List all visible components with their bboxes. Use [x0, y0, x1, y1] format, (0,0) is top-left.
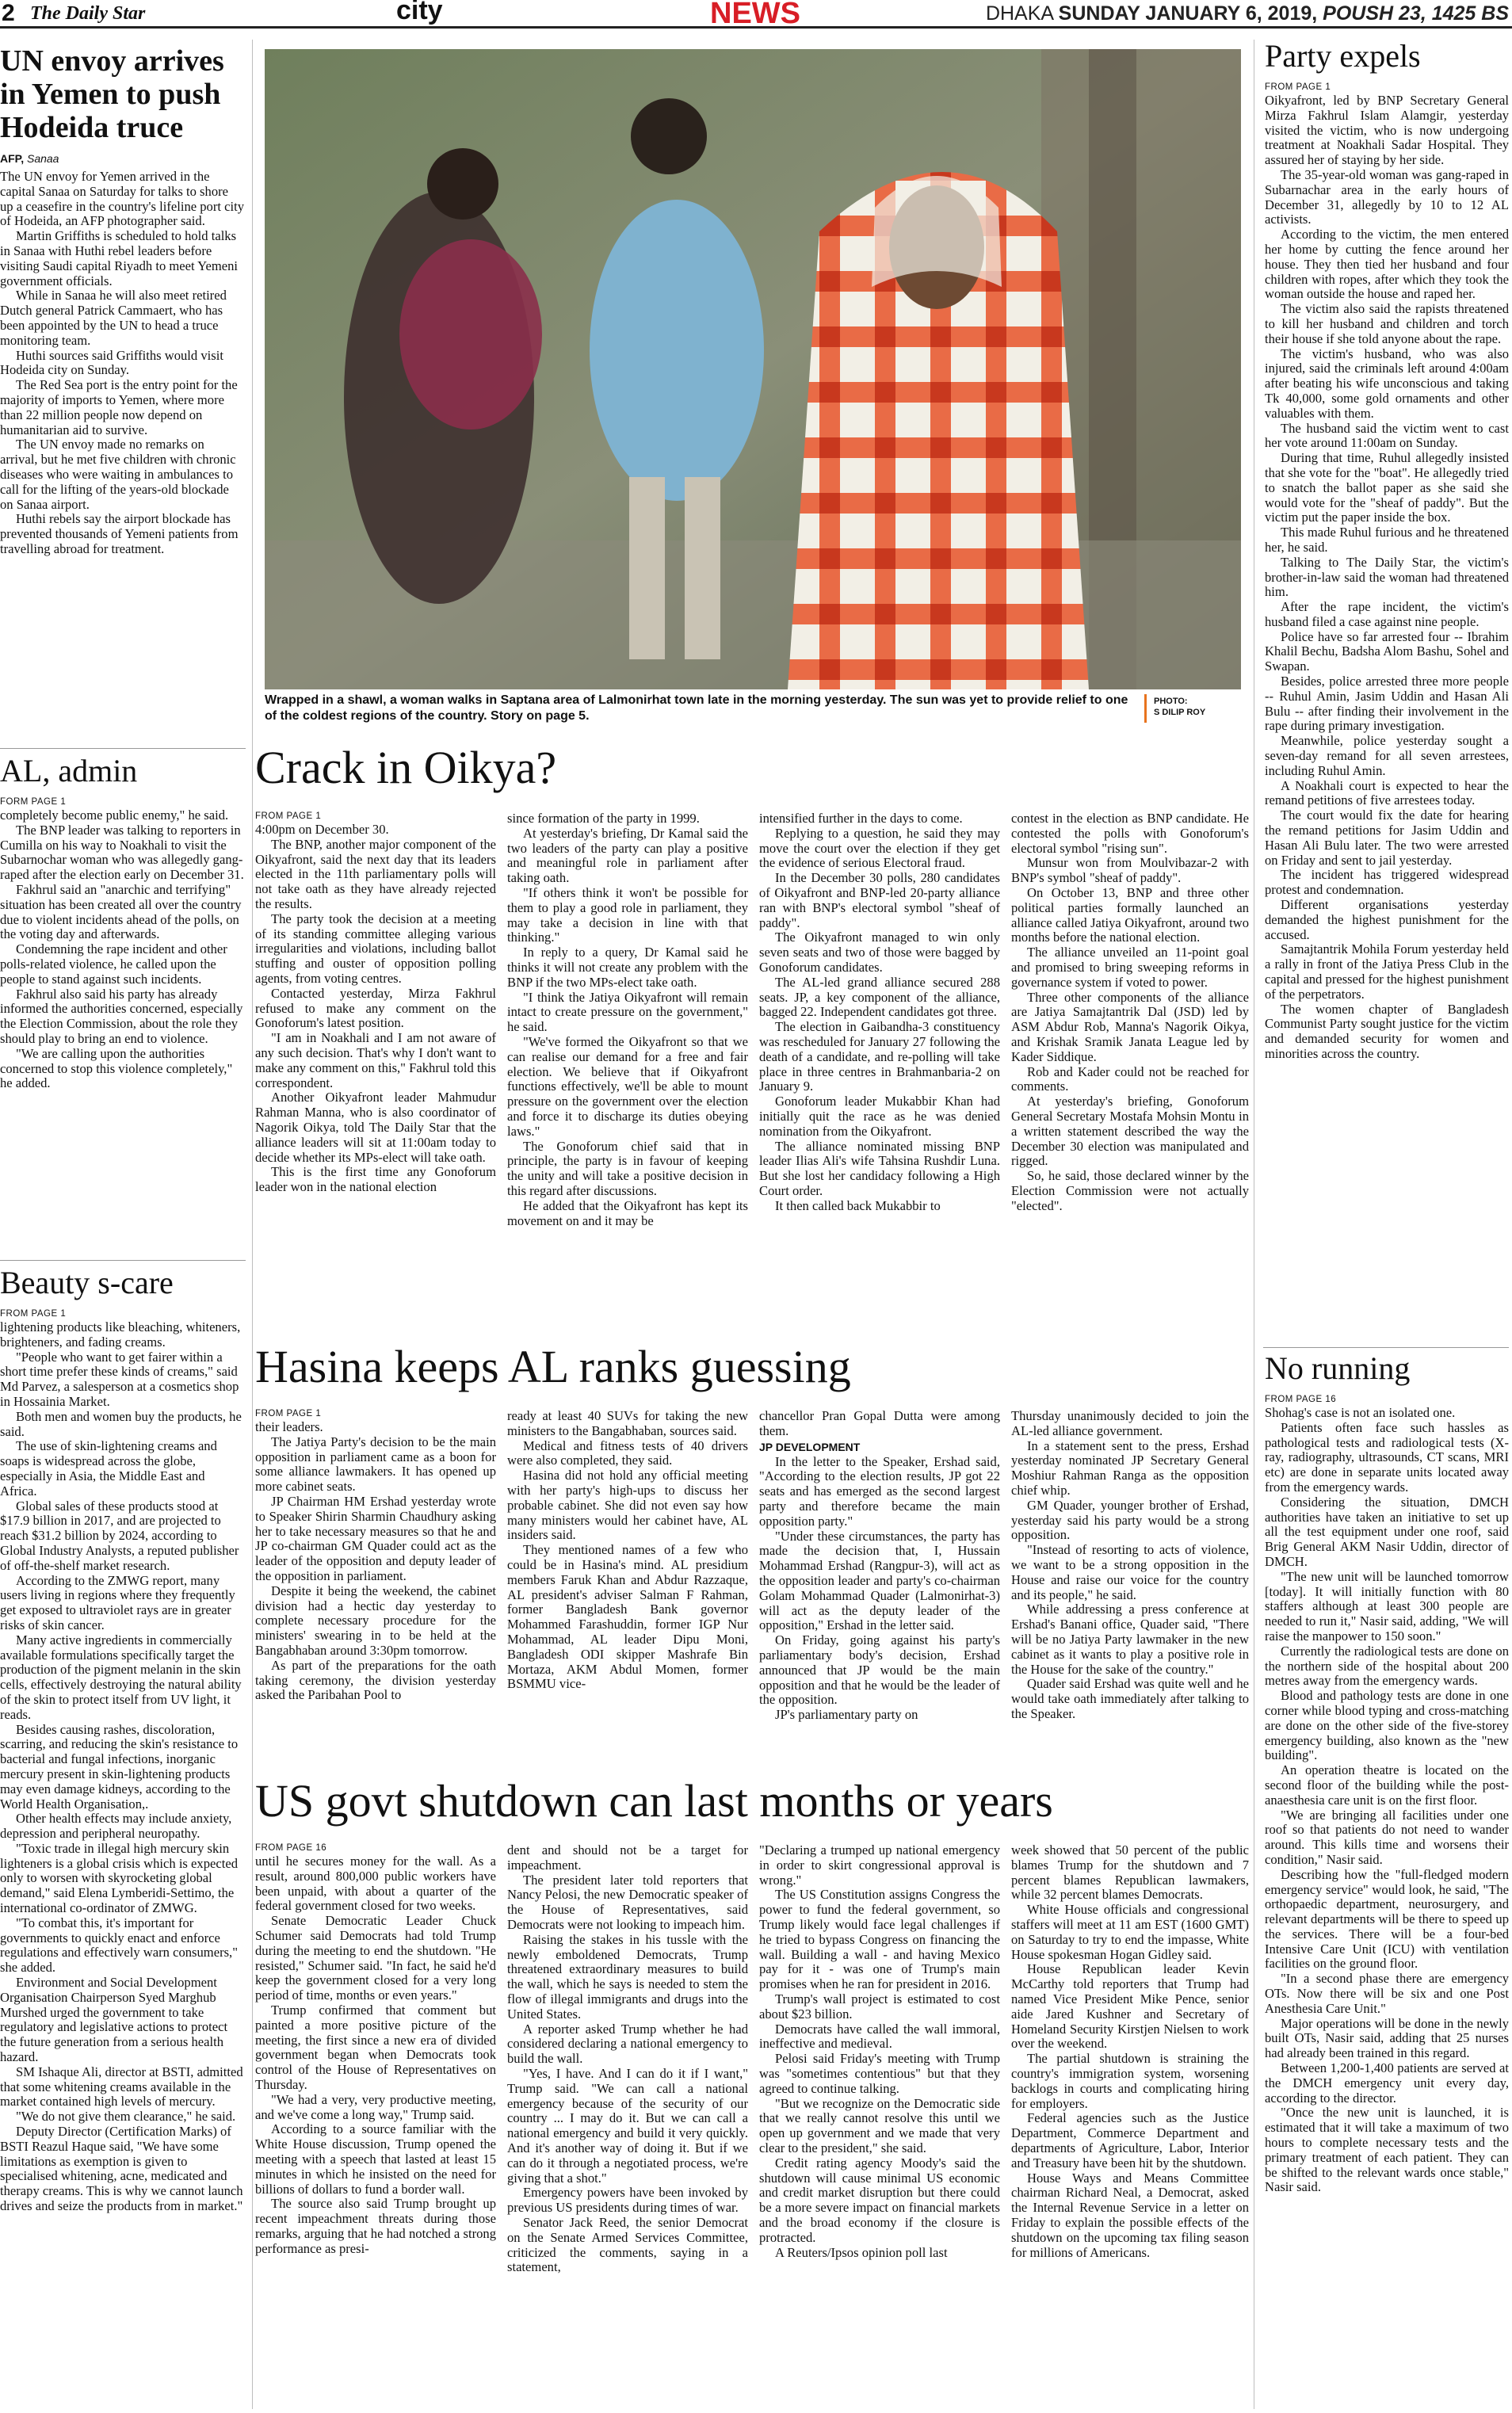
paragraph: Besides causing rashes, discoloration, scarring, and reducing the skin's resistance to bacterial and fungal infections, inorganic mercury present in skin-lightening products may even damage kidneys, according to the World Health Organisation,. [0, 1721, 239, 1812]
paragraph: Global sales of these products stood at $17.9 billion in 2017, and are projected to reach $31.2 billion by 2024, according to Global Industry Analysts, a reputed publisher of off-the-shelf market research. [0, 1498, 239, 1573]
hasina-headline[interactable]: Hasina keeps AL ranks guessing [255, 1341, 851, 1392]
paragraph: Gonoforum leader Mukabbir Khan had initially quit the race as he was denied nomination from the Oikyafront. [759, 1094, 1000, 1139]
paragraph: An operation theatre is located on the second floor of the building while the post-anaesthesia care unit is on the first floor. [1265, 1762, 1509, 1808]
paragraph: The BNP leader was talking to reporters in Cumilla on his way to Noakhali to visit the Subarnochar woman who was allegedly gang-raped after the election early on December 31. [0, 822, 244, 883]
paragraph: "To combat this, it's important for governments to quickly enact and enforce regulations and effectively warn consumers," she added. [0, 1915, 238, 1976]
no-running-headline[interactable]: No running [1265, 1350, 1411, 1386]
article-party-expels [1265, 38, 1509, 1341]
paragraph: dent and should not be a target for impeachment. [507, 1843, 748, 1873]
paragraph: "People who want to get fairer within a short time prefer these kinds of creams," said Md Parvez, a salesperson at a cosmetics shop in Hossainia Market. [0, 1349, 239, 1409]
paragraph: While addressing a press conference at Ershad's Banani office, Quader said, "There will be no Jatiya Party lawmaker in the new cabinet as it wants to play a positive role in the House for the sake of the country." [1011, 1602, 1249, 1677]
paragraph: intensified further in the days to come. [759, 811, 963, 826]
paragraph: Raising the stakes in his tussle with the newly emboldened Democrats, Trump threatened extraordinary measures to build the wall, which he says is needed to stem the flow of illegal immigrants and drugs into the United States. [507, 1931, 748, 2022]
paragraph: In the December 30 polls, 280 candidates of Oikyafront and BNP-led 20-party alliance ran with BNP's electoral symbol "sheaf of paddy". [759, 870, 1000, 930]
photo-caption [265, 693, 1241, 727]
paragraph: Both men and women buy the products, he said. [0, 1408, 242, 1439]
paragraph: The election in Gaibandha-3 constituency was rescheduled for January 27 following the death of a candidate, and re-polling will take place in three centres in Brahmanbaria-2 on January 9. [759, 1019, 1000, 1094]
jump-label: FORM PAGE 1 [0, 797, 67, 807]
un-envoy-byline [0, 152, 244, 165]
paragraph: Contacted yesterday, Mirza Fakhrul refused to make any comment on the Gonoforum's latest position. [255, 985, 496, 1031]
jump-label: FROM PAGE 1 [0, 1309, 67, 1319]
paragraph: Patients often face such hassles as pathological tests and radiological tests (X-ray, radiography, ultrasounds, CT scans, MRI etc) are done in separate units located away from the emergency wards. [1265, 1419, 1509, 1495]
hasina-col-1 [255, 1409, 496, 1773]
paragraph: After the rape incident, the victim's husband filed a case against nine people. [1265, 599, 1509, 629]
paragraph: As part of the preparations for the oath taking ceremony, the division yesterday asked the Paribahan Pool to [255, 1657, 496, 1703]
paragraph: Trump's wall project is estimated to cost about $23 billion. [759, 1991, 1000, 2022]
us-shutdown-col-3 [759, 1843, 1000, 2409]
paragraph: Quader said Ershad was quite well and he would take oath immediately after talking to the Speaker. [1011, 1676, 1249, 1721]
paragraph: "Yes, I have. And I can do it if I want," Trump said. "We can call a national emergency because of the security of our country ... I may do it. But we can call a national emergency and build it very quickly. And it's another way of doing it. But if we can do it through a negotiated process, we're giving that a shot." [507, 2065, 748, 2186]
paragraph: "In a second phase there are emergency OTs. Now there will be six and one Post Anesthesia Care Unit." [1265, 1971, 1509, 2016]
photo-credit [1154, 696, 1205, 718]
section-rule [1263, 1347, 1509, 1348]
paragraph: Pelosi said Friday's meeting with Trump was "sometimes contentious" but that they agreed to continue talking. [759, 2051, 1000, 2096]
paragraph: GM Quader, younger brother of Ershad, yesterday said his party would be a strong opposition. [1011, 1497, 1249, 1543]
jump-label: FROM PAGE 1 [1265, 82, 1331, 92]
paragraph: The Oikyafront managed to win only seven seats and two of those were bagged by Gonoforum candidates. [759, 930, 1000, 975]
paragraph: The AL-led grand alliance secured 288 seats. JP, a key component of the alliance, bagged 22. Independent candidates got three. [759, 974, 1000, 1020]
jump-label: FROM PAGE 16 [1265, 1395, 1337, 1404]
paragraph: Thursday unanimously decided to join the AL-led alliance government. [1011, 1409, 1249, 1438]
paragraph: According to the ZMWG report, many users living in regions where they frequently get exposed to ultraviolet rays are in greater risks of skin cancer. [0, 1572, 235, 1632]
section-rule [0, 1260, 246, 1261]
paragraph: House Republican leader Kevin McCarthy told reporters that Trump had named Vice President Mike Pence, senior aide Jared Kushner and Secretary of Homeland Security Kirstjen Nielsen to work over the weekend. [1011, 1961, 1249, 2052]
paragraph: Describing how the "full-fledged modern emergency service" would look, he said, "The orthopaedic department, neurosurgery, and relevant departments will be there to speed up the services. There will be a four-bed Intensive Care Unit (ICU) with ventilation facilities on the ground floor. [1265, 1866, 1509, 1972]
paragraph: Deputy Director (Certification Marks) of BSTI Reazul Haque said, "We have some limitations as exemption is given to specialised whitening, acne, medicated and therapy creams. This is why we cannot launch drives and seize the products from in market." [0, 2124, 243, 2214]
byline-place: Sanaa [26, 152, 59, 165]
us-shutdown-headline[interactable]: US govt shutdown can last months or years [255, 1775, 1053, 1827]
paragraph: Emergency powers have been invoked by previous US presidents during times of war. [507, 2185, 748, 2216]
paragraph: "Declaring a trumped up national emergency in order to skirt congressional approval is wrong." [759, 1843, 1000, 1888]
caption-text: Wrapped in a shawl, a woman walks in Saptana area of Lalmonirhat town late in the morning yesterday. The sun was yet to provide relief to one of the coldest regions of the country. Story on page 5. [265, 693, 1128, 723]
paragraph: Federal agencies such as the Justice Department, Commerce Department and departments of Agriculture, Labor, Interior and Treasury have been hit by the shutdown. [1011, 2110, 1249, 2171]
article-un-envoy [0, 44, 244, 742]
paragraph: So, he said, those declared winner by the Election Commission were not actually "elected". [1011, 1168, 1249, 1213]
paragraph: Fakhrul said an "anarchic and terrifying" situation has been created all over the country due to violent incidents ahead of the polls, on the voting day and afterwards. [0, 881, 242, 942]
paragraph: The Gonoforum chief said that in principle, the party is in favour of keeping the unity and will take a positive decision in this regard after discussions. [507, 1138, 748, 1198]
paragraph: The BNP, another major component of the Oikyafront, said the next day that its leaders elected in the 11th parliamentary polls will not take oath as they have already rejected the results. [255, 836, 496, 911]
section-label-news: NEWS [710, 0, 800, 30]
paragraph: He added that the Oikyafront has kept its movement on and it may be [507, 1197, 748, 1228]
paragraph: In a statement sent to the press, Ershad yesterday nominated JP Secretary General Moshiur Rahman Ranga as the opposition chief whip. [1011, 1437, 1249, 1498]
us-shutdown-col-4 [1011, 1843, 1249, 2409]
us-shutdown-col-1 [255, 1843, 496, 2409]
column-rule [252, 40, 253, 2409]
paragraph: completely become public enemy," he said. [0, 808, 229, 823]
paragraph: While in Sanaa he will also meet retired Dutch general Patrick Cammaert, who has been appointed by the UN to head a truce monitoring team. [0, 288, 227, 348]
credit-name: S DILIP ROY [1154, 708, 1206, 717]
page-number: 2 [2, 0, 15, 26]
beauty-headline[interactable]: Beauty s-care [0, 1265, 174, 1300]
paragraph: Oikyafront, led by BNP Secretary General Mirza Fakhrul Islam Alamgir, yesterday visited the victim, who is now undergoing treatment at Noakhali Sadar Hospital. They assured her of staying by her side. [1265, 93, 1509, 168]
paragraph: Senator Jack Reed, the senior Democrat on the Senate Armed Services Committee, criticized the comments, saying in a statement, [507, 2214, 748, 2275]
paper-name-logo: The Daily Star [30, 3, 146, 24]
paragraph: JP's parliamentary party on [775, 1707, 918, 1723]
paragraph: until he secures money for the wall. As a result, around 800,000 public workers have been unpaid, with about a quarter of the federal government closed for two weeks. [255, 1854, 496, 1914]
hasina-col-4 [1011, 1409, 1249, 1773]
paragraph: Other health effects may include anxiety, depression and peripheral neuropathy. [0, 1811, 232, 1842]
paragraph: White House officials and congressional staffers will meet at 11 am EST (1600 GMT) on Saturday to try to end the impasse, White House spokesman Hogan Gidley said. [1011, 1902, 1249, 1962]
paragraph: In reply to a query, Dr Kamal said he thinks it will not create any problem with the BNP if the two MPs-elect take oath. [507, 945, 748, 990]
paragraph: lightening products like bleaching, whiteners, brighteners, and fading creams. [0, 1319, 241, 1350]
paragraph: The president later told reporters that Nancy Pelosi, the new Democratic speaker of the House of Representatives, said Democrats were not looking to impeach him. [507, 1872, 748, 1932]
jump-label: FROM PAGE 16 [255, 1843, 327, 1853]
dateline [986, 2, 1509, 25]
paragraph: On October 13, BNP and three other political parties formally launched an alliance called Jatiya Oikyafront, around two months before the national election. [1011, 884, 1249, 945]
paragraph: Different organisations yesterday demanded the highest punishment for the accused. [1265, 897, 1509, 942]
paragraph: Democrats have called the wall immoral, ineffective and medieval. [759, 2021, 1000, 2052]
un-envoy-headline[interactable]: UN envoy arrives in Yemen to push Hodeida truce [0, 44, 224, 144]
lead-photo[interactable] [265, 49, 1241, 689]
paragraph: The Jatiya Party's decision to be the main opposition in parliament came as a boon for some alliance lawmakers. It has opened up more cabinet seats. [255, 1434, 496, 1495]
paragraph: The court would fix the date for hearing the remand petitions for Jasim Uddin and Hasan Ali Bulu later. The two were arrested on Friday and sent to jail yesterday. [1265, 808, 1509, 868]
paragraph: Fakhrul also said his party has already informed the authorities concerned, especially the Election Commission, about the role they should play to bring an end to violence. [0, 986, 243, 1046]
paragraph: Many active ingredients in commercially available formulations specifically target the production of the pigment melanin in the skin cells, effectively destroying the natural ability of the skin to protect itself from UV light, it reads. [0, 1632, 242, 1722]
article-beauty-scare [0, 1265, 244, 2410]
paragraph: Considering the situation, DMCH authorities have taken an initiative to set up all the test equipment under one roof, said Brig General AKM Nasir Uddin, director of DMCH. [1265, 1494, 1509, 1569]
paragraph: "We've formed the Oikyafront so that we can realise our demand for a free and fair election. We believe that if Oikyafront functions effectively, we'll be able to mount pressure on the government over the election and force it to discharge its duties obeying laws." [507, 1033, 748, 1139]
paragraph: Hasina did not hold any official meeting with her party's high-ups to discuss her probable cabinet. She did not even say how many ministers would her cabinet have, AL insiders said. [507, 1468, 748, 1543]
article-no-running [1265, 1350, 1509, 2409]
paragraph: "Under these circumstances, the party has made the decision that, I, Hussain Mohammad Ershad (Rangpur-3), will act as the opposition leader and party's co-chairman Golam Mohammad Quader (Lalmonirhat-3) will act as the deputy leader of the opposition," Ershad in the letter said. [759, 1528, 1000, 1633]
paragraph: Samajtantrik Mohila Forum yesterday held a rally in front of the Jatiya Press Club in the capital and pressed for the highest punishment of the perpetrators. [1265, 941, 1509, 1002]
paragraph: In the letter to the Speaker, Ershad said, "According to the election results, JP got 22 seats and has emerged as the second largest party and therefore became the main opposition party." [759, 1453, 1000, 1529]
paragraph: Environment and Social Development Organisation Chairperson Syed Marghub Murshed urged the government to take regulatory and legislative actions to protect the future generation from a serious health hazard. [0, 1975, 228, 2065]
paragraph: Huthi rebels say the airport blockade has prevented thousands of Yemeni patients from travelling abroad for treatment. [0, 511, 239, 556]
paragraph: "I am in Noakhali and I am not aware of any such decision. That's why I don't want to make any comment on this," Fakhrul told this correspondent. [255, 1030, 496, 1090]
paragraph: The use of skin-lightening creams and soaps is widespread across the globe, especially in Asia, the Middle East and Africa. [0, 1438, 217, 1499]
subhead-jp-development: JP DEVELOPMENT [759, 1440, 861, 1453]
paragraph: week showed that 50 percent of the public blames Trump for the shutdown and 7 percent blames Republican lawmakers, while 32 percent blames Democrats. [1011, 1843, 1249, 1903]
paragraph: contest in the election as BNP candidate. He contested the polls with Gonoforum's electoral symbol "rising sun". [1011, 811, 1249, 856]
paragraph: The victim also said the rapists threatened to kill her husband and children and torch their house if she told anyone about the rape. [1265, 301, 1509, 346]
hasina-col-3 [759, 1409, 1000, 1773]
paragraph: Rob and Kader could not be reached for comments. [1011, 1063, 1249, 1094]
paragraph: "I think the Jatiya Oikyafront will remain intact to create pressure on the government," he said. [507, 989, 748, 1035]
paragraph: Blood and pathology tests are done in one corner while blood typing and cross-matching are done on the other side of the five-storey emergency building, also known as the "new building". [1265, 1688, 1509, 1763]
paragraph: ready at least 40 SUVs for taking the new ministers to the Bangabhaban, sources said. [507, 1409, 748, 1438]
paragraph: Huthi sources said Griffiths would visit Hodeida city on Sunday. [0, 347, 223, 378]
paragraph: "We are bringing all facilities under one roof so that patients do not need to wander around. This kills time and worsens their condition," Nasir said. [1265, 1807, 1509, 1867]
dateline-date: SUNDAY JANUARY 6, 2019, [1058, 2, 1318, 25]
paragraph: Senate Democratic Leader Chuck Schumer said Democrats had told Trump during the meeting to end the shutdown. "He resisted," Schumer said. "In fact, he said he'd keep the government closed for a very long period of time, months or even years." [255, 1913, 496, 2003]
paragraph: Shohag's case is not an isolated one. [1265, 1405, 1456, 1420]
paragraph: It then called back Mukabbir to [775, 1197, 941, 1213]
paragraph: "Instead of resorting to acts of violence, we want to be a strong opposition in the House and raise our voice for the country and its people," he said. [1011, 1542, 1249, 1602]
paragraph: Three other components of the alliance are Jatiya Samajtantrik Dal (JSD) led by ASM Abdur Rob, Manna's Nagorik Oikya, and Krishak Sramik Janata League led by Kader Siddique. [1011, 989, 1249, 1064]
paragraph: their leaders. [255, 1419, 323, 1434]
paragraph: The partial shutdown is straining the country's immigration system, worsening backlogs in courts and complicating hiring for employers. [1011, 2051, 1249, 2111]
paragraph: The women chapter of Bangladesh Communist Party sought justice for the victim and demanded security for women and minorities across the country. [1265, 1001, 1509, 1061]
paragraph: "Toxic trade in illegal high mercury skin lighteners is a global crisis which is expected only to worsen with skyrocketing global demand," said Elena Lymberidi-Settimo, the international co-ordinator of ZMWG. [0, 1840, 238, 1916]
paragraph: Meanwhile, police yesterday sought a seven-day remand for all seven arrestees, including Ruhul Amin. [1265, 733, 1509, 778]
paragraph: Medical and fitness tests of 40 drivers were also completed, they said. [507, 1437, 748, 1468]
paragraph: Besides, police arrested three more people -- Ruhul Amin, Jasim Uddin and Hasan Ali Bulu -- after finding their involvement in the rape during primary investigation. [1265, 674, 1509, 734]
credit-label: PHOTO: [1154, 697, 1188, 706]
credit-accent-bar [1144, 694, 1147, 723]
al-admin-headline[interactable]: AL, admin [0, 753, 138, 788]
paragraph: Another Oikyafront leader Mahmudur Rahman Manna, who is also coordinator of Nagorik Oikya, told The Daily Star that the alliance leaders will sit at 11:00am today to decide whether its MPs-elect will take oath. [255, 1090, 496, 1165]
paragraph: The source also said Trump brought up recent impeachment threats during those remarks, arguing that he had notched a strong performance as presi- [255, 2196, 496, 2256]
paragraph: Major operations will be done in the newly built OTs, Nasir said, adding that 25 nurses had already been trained in this regard. [1265, 2015, 1509, 2061]
oikya-col-2 [507, 811, 748, 1339]
paragraph: Trump confirmed that comment but painted a more positive picture of the meeting, the first since a new era of divided government began when Democrats took control of the House of Representatives on Thursday. [255, 2002, 496, 2092]
paragraph: They mentioned names of a few who could be in Hasina's mind. AL presidium members Faruk Khan and Abdur Razzaque, AL president's adviser Salman F Rahman, former Bangladesh Bank governor Mohammed Farashuddin, former IGP Nur Mohammad, AL leader Dipu Moni, Bangladesh ODI skipper Mashrafe Bin Mortaza, AKM Abdul Momen, former BSMMU vice- [507, 1542, 748, 1692]
paragraph: House Ways and Means Committee chairman Richard Neal, a Democrat, asked the Internal Revenue Service in a letter on Friday to explain the possible effects of the shutdown on the upcoming tax filing season for millions of Americans. [1011, 2170, 1249, 2260]
paragraph: During that time, Ruhul allegedly insisted that she vote for the "boat". He allegedly tried to snatch the ballot paper as she said she would vote for the "sheaf of paddy". But the victim put the paper inside the box. [1265, 450, 1509, 525]
paragraph: SM Ishaque Ali, director at BSTI, admitted that some whitening creams available in the market contained high levels of mercury. [0, 2064, 243, 2109]
paragraph: The alliance unveiled an 11-point goal and promised to bring sweeping reforms in governance system if voted to power. [1011, 945, 1249, 990]
paragraph: At yesterday's briefing, Gonoforum General Secretary Mostafa Mohsin Montu in a written statement described the way the December 30 election was manipulated and rigged. [1011, 1094, 1249, 1169]
section-rule [0, 748, 246, 749]
paragraph: "The new unit will be launched tomorrow [today]. It will initially function with 80 staffers although at least 300 people are needed to run it," Nasir said, adding, "We will raise the manpower to 150 soon." [1265, 1568, 1509, 1644]
paragraph: The UN envoy for Yemen arrived in the capital Sanaa on Saturday for talks to shore up a ceasefire in the country's lifeline port city of Hodeida, an AFP photographer said. [0, 169, 244, 229]
hasina-col-2 [507, 1409, 748, 1773]
paragraph: since formation of the party in 1999. [507, 811, 700, 826]
paragraph: Talking to The Daily Star, the victim's brother-in-law said the woman had threatened him. [1265, 554, 1509, 600]
paragraph: JP Chairman HM Ershad yesterday wrote to Speaker Shirin Sharmin Chaudhury asking her to take necessary measures so that he and JP co-chairman GM Quader could act as the leader of the opposition and deputy leader of the opposition in parliament. [255, 1493, 496, 1583]
dateline-city: DHAKA [985, 2, 1053, 25]
byline-agency: AFP, [0, 152, 25, 165]
paragraph: A Noakhali court is expected to hear the remand petitions of five arrestees today. [1265, 777, 1509, 808]
paragraph: Despite it being the weekend, the cabinet division had a hectic day yesterday to complete necessary procedure for the ministers' swearing in to be held at the Bangabhaban around 3:30pm tomorrow. [255, 1583, 496, 1658]
paragraph: Police have so far arrested four -- Ibrahim Khalil Bechu, Badsha Alom Bashu, Sohel and Swapan. [1265, 628, 1509, 674]
paragraph: On Friday, going against his party's parliamentary body's decision, Ershad announced that JP would be the main opposition and that he would be the leader of the opposition. [759, 1632, 1000, 1708]
paragraph: The 35-year-old woman was gang-raped in Subarnachar area in the early hours of December 31, allegedly by 10 to 12 AL activists. [1265, 166, 1509, 227]
paragraph: A reporter asked Trump whether he had considered declaring a national emergency to build the wall. [507, 2021, 748, 2067]
paragraph: According to a source familiar with the White House discussion, Trump opened the meeting with a speech that lasted at least 15 minutes in which he insisted on the need for billions of dollars to fund a border wall. [255, 2121, 496, 2197]
paragraph: The UN envoy made no remarks on arrival, but he met five children with chronic diseases who were waiting in ambulances to call for the lifting of the years-old blockade on Sanaa airport. [0, 437, 236, 512]
jump-label: FROM PAGE 1 [255, 811, 322, 821]
oikya-col-3 [759, 811, 1000, 1339]
oikya-col-1 [255, 811, 496, 1339]
paragraph: The party took the decision at a meeting of its standing committee alleging various irregularities and violations, including ballot stuffing and ouster of opposition polling agents, from voting centres. [255, 911, 496, 986]
oikya-col-4 [1011, 811, 1249, 1339]
paragraph: The Red Sea port is the entry point for the majority of imports to Yemen, where more than 22 million people now depend on humanitarian aid to survive. [0, 377, 238, 437]
paragraph: 4:00pm on December 30. [255, 822, 389, 837]
photo-woman-in-shawl [265, 49, 1241, 689]
paragraph: This is the first time any Gonoforum leader won in the national election [255, 1164, 496, 1195]
paragraph: The victim's husband, who was also injured, said the criminals left around 4:00am after beating his wife unconscious and taking Tk 40,000, some gold ornaments and other valuables with them. [1265, 346, 1509, 421]
us-shutdown-col-2 [507, 1843, 748, 2409]
article-al-admin [0, 753, 244, 1252]
party-expels-headline[interactable]: Party expels [1265, 38, 1421, 74]
paragraph: The alliance nominated missing BNP leader Ilias Ali's wife Tahsina Rushdir Luna. But she lost her candidacy following a High Court order. [759, 1138, 1000, 1198]
paragraph: Credit rating agency Moody's said the shutdown will cause minimal US economic and credit market disruption but there could be a more severe impact on financial markets and the broad economy if the closure is protracted. [759, 2155, 1000, 2245]
jump-label: FROM PAGE 1 [255, 1409, 322, 1418]
paragraph: At yesterday's briefing, Dr Kamal said the two leaders of the party can play a positive and meaningful role in parliament after taking oath. [507, 825, 748, 886]
paragraph: A Reuters/Ipsos opinion poll last [775, 2244, 948, 2260]
paragraph: Between 1,200-1,400 patients are served at the DMCH emergency unit every day, according to the director. [1265, 2060, 1509, 2106]
dateline-bangla: POUSH 23, 1425 BS [1323, 2, 1509, 25]
paragraph: Condemning the rape incident and other polls-related violence, he called upon the people to stand against such incidents. [0, 941, 227, 987]
paragraph: The husband said the victim went to cast her vote around 11:00am on Sunday. [1265, 420, 1509, 451]
paragraph: "We are calling upon the authorities concerned to stop this violence completely," he added. [0, 1045, 233, 1091]
paragraph: "If others think it won't be possible for them to play a good role in parliament, they may take a decision in line with that thinking." [507, 884, 748, 945]
paragraph: "We had a very, very productive meeting, and we've come a long way," Trump said. [255, 2091, 496, 2122]
paragraph: "But we recognize on the Democratic side that we really cannot resolve this until we open up government and we made that very clear to the president," she said. [759, 2095, 1000, 2155]
paragraph: Replying to a question, he said they may move the court over the election if they get the evidence of serious Electoral fraud. [759, 825, 1000, 871]
paragraph: "We do not give them clearance," he said. [16, 2109, 236, 2125]
oikya-headline[interactable]: Crack in Oikya? [255, 742, 557, 793]
paragraph: Martin Griffiths is scheduled to hold talks in Sanaa with Huthi rebel leaders before visiting Saudi capital Riyadh to meet Yemeni government officials. [0, 228, 239, 288]
paragraph: The incident has triggered widespread protest and condemnation. [1265, 867, 1509, 898]
section-label-city: city [396, 0, 443, 25]
paragraph: Currently the radiological tests are done on the northern side of the hospital about 200 metres away from the emergency wards. [1265, 1643, 1509, 1689]
masthead [0, 0, 1512, 29]
paragraph: According to the victim, the men entered her home by cutting the fence around her house. They then tied her husband and four children with ropes, after which they took the woman outside the house and raped her. [1265, 227, 1509, 302]
paragraph: Munsur won from Moulvibazar-2 with BNP's symbol "sheaf of paddy". [1011, 855, 1249, 886]
paragraph: chancellor Pran Gopal Dutta were among them. [759, 1409, 1000, 1438]
paragraph: The US Constitution assigns Congress the power to fund the federal government, so Trump likely would face legal challenges if he tried to bypass Congress on financing the wall. Building a wall - and having Mexico pay for it - was one of Trump's main promises when he ran for president in 2016. [759, 1887, 1000, 1992]
paragraph: "Once the new unit is launched, it is estimated that it will take a maximum of two hours to complete necessary tests and the primary treatment of each patient. They can be shifted to the relevant wards once stable," Nasir said. [1265, 2105, 1509, 2195]
paragraph: This made Ruhul furious and he threatened her, he said. [1265, 525, 1509, 555]
